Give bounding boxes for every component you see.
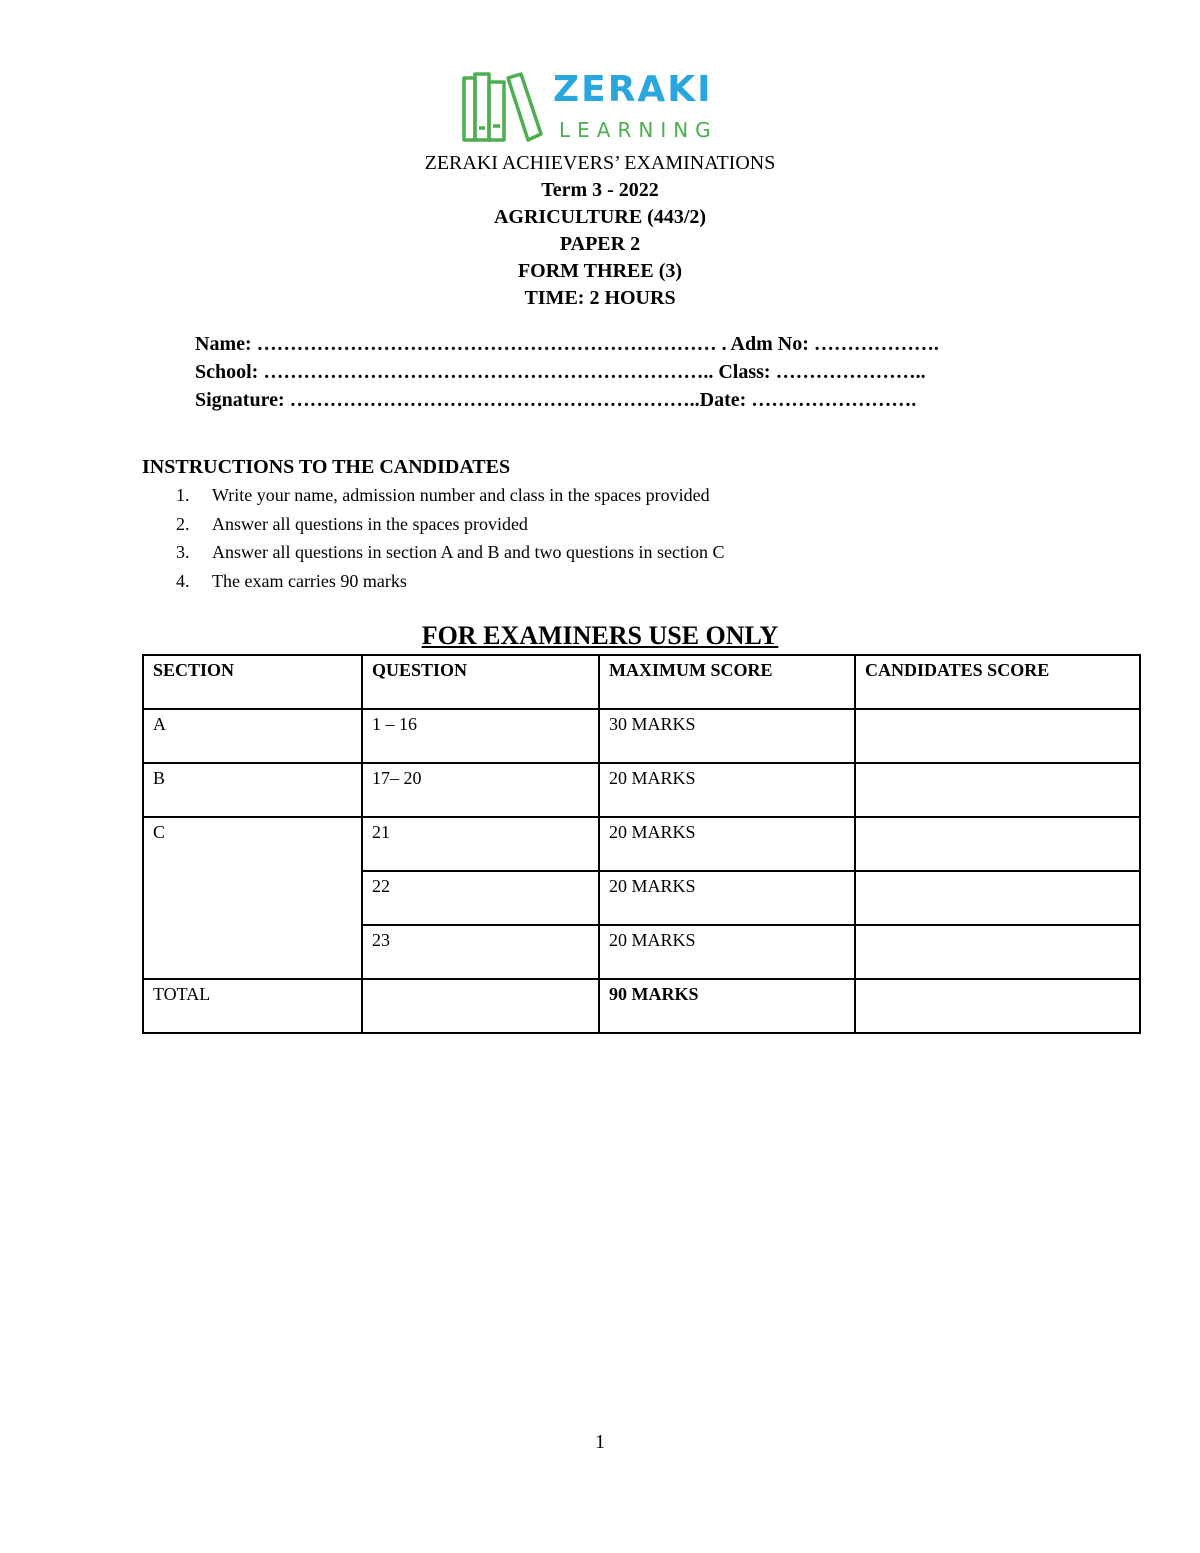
max-score-cell: 30 MARKS [599,709,855,763]
section-cell: A [143,709,362,763]
candidate-score-cell[interactable] [855,925,1140,979]
list-item [176,481,724,510]
table-total-row [143,979,1140,1033]
list-text: Answer all questions in section A and B and two questions in section C [212,542,725,562]
logo-tagline-text: LEARNING [559,118,718,142]
section-cell: C [143,817,362,979]
signature-date-line[interactable]: Signature: ……………………………………………………..Date: ……………………. [195,389,917,411]
question-cell: 23 [362,925,599,979]
section-cell: B [143,763,362,817]
candidate-score-cell[interactable] [855,817,1140,871]
table-row [143,763,1140,817]
candidate-fields [195,330,1095,414]
list-number: 2. [176,513,190,534]
list-text: Write your name, admission number and class in the spaces provided [212,485,710,505]
candidate-score-cell[interactable] [855,763,1140,817]
question-cell: 22 [362,871,599,925]
zeraki-logo [461,68,751,148]
question-cell: 17– 20 [362,763,599,817]
max-score-cell: 20 MARKS [599,925,855,979]
total-max-cell: 90 MARKS [599,979,855,1033]
list-number: 4. [176,570,190,591]
exam-paper: PAPER 2 [559,233,641,255]
header-max-score: MAXIMUM SCORE [599,655,855,709]
exam-header [0,150,1200,312]
candidate-score-cell[interactable] [855,709,1140,763]
max-score-cell: 20 MARKS [599,763,855,817]
list-text: Answer all questions in the spaces provided [212,513,528,534]
instructions-title: INSTRUCTIONS TO THE CANDIDATES [142,456,511,478]
logo-brand-text: ZERAKI [553,69,713,110]
max-score-cell: 20 MARKS [599,871,855,925]
instructions-list [176,481,724,595]
table-header-row [143,655,1140,709]
page-number: 1 [595,1431,605,1453]
exam-term: Term 3 - 2022 [541,179,659,201]
max-score-cell: 20 MARKS [599,817,855,871]
exam-form: FORM THREE (3) [517,260,683,282]
name-adm-line[interactable]: Name: …………………………………………………………… . Adm No: ………………. [195,333,939,355]
list-item [176,538,724,567]
list-text: The exam carries 90 marks [212,570,407,591]
exam-subject: AGRICULTURE (443/2) [493,206,707,228]
list-number: 1. [176,485,190,505]
total-score-cell[interactable] [855,979,1140,1033]
school-class-line[interactable]: School: ………………………………………………………….. Class: ………………….. [195,361,926,383]
exam-time: TIME: 2 HOURS [524,287,676,309]
table-row [143,817,1140,871]
exam-name: ZERAKI ACHIEVERS’ EXAMINATIONS [424,152,776,174]
list-item [176,567,724,596]
question-cell: 21 [362,817,599,871]
question-cell: 1 – 16 [362,709,599,763]
score-table [142,654,1141,1034]
total-label-cell: TOTAL [143,979,362,1033]
header-section: SECTION [143,655,362,709]
books-icon [461,68,551,148]
list-item [176,510,724,539]
candidate-score-cell[interactable] [855,871,1140,925]
list-number: 3. [176,542,190,562]
total-question-cell [362,979,599,1033]
score-table-title: FOR EXAMINERS USE ONLY [421,621,779,650]
table-row [143,709,1140,763]
header-candidates-score: CANDIDATES SCORE [855,655,1140,709]
header-question: QUESTION [362,655,599,709]
